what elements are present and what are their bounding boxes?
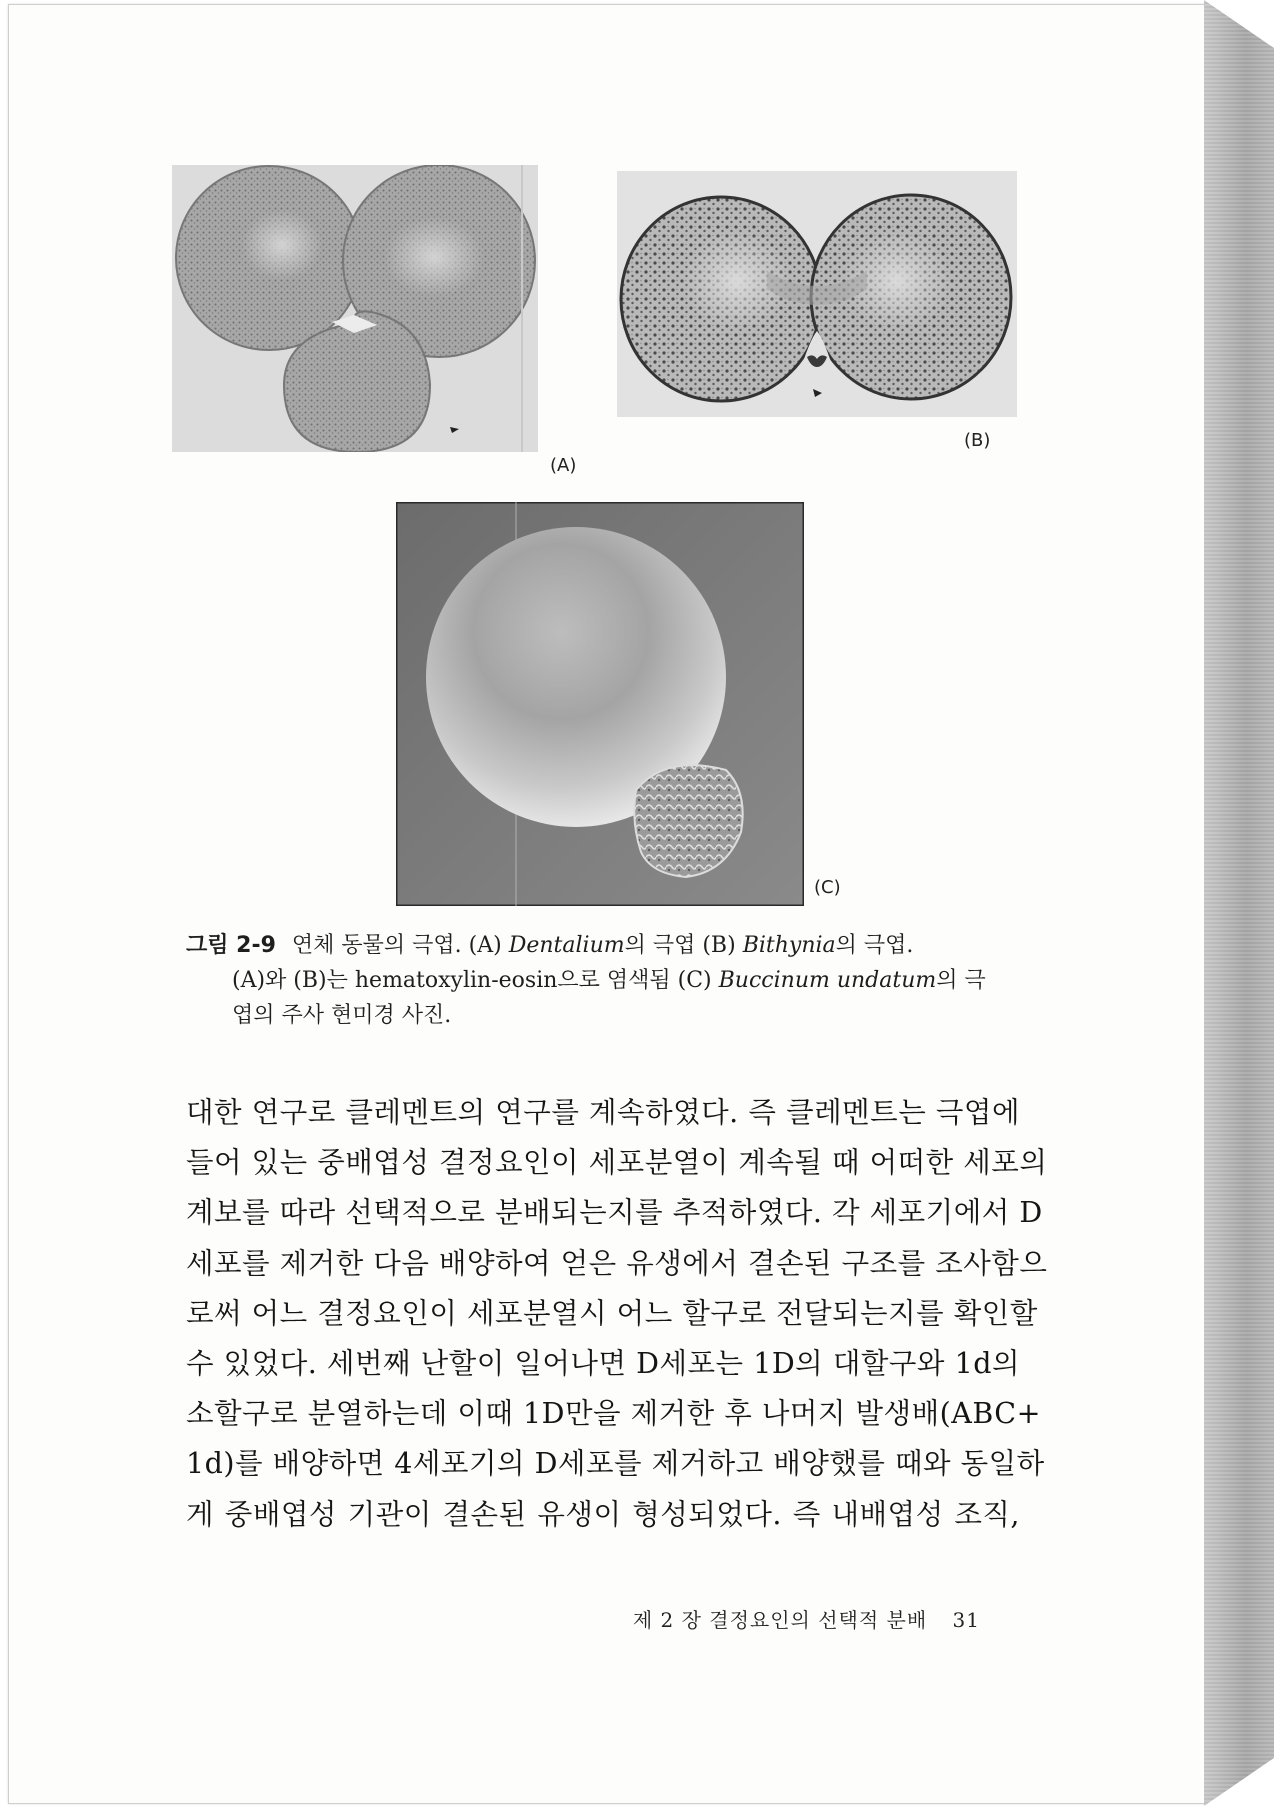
caption-line-2 xyxy=(186,963,1020,998)
body-paragraph xyxy=(186,1088,1048,1540)
caption-text: 의 극엽 (B) xyxy=(624,933,743,958)
body-line: 세포를 제거한 다음 배양하여 얻은 유생에서 결손된 구조를 조사함으 xyxy=(186,1246,1048,1280)
body-line: 계보를 따라 선택적으로 분배되는지를 추적하였다. 각 세포기에서 D xyxy=(186,1196,1043,1230)
body-line: 1d)를 배양하면 4세포기의 D세포를 제거하고 배양했를 때와 동일하 xyxy=(186,1447,1045,1481)
page-number: 31 xyxy=(952,1608,980,1632)
caption-text: (A)와 (B)는 hematoxylin-eosin으로 염색됨 (C) xyxy=(232,968,719,993)
body-line: 수 있었다. 세번째 난할이 일어나면 D세포는 1D의 대할구와 1d의 xyxy=(186,1347,1020,1381)
body-line: 들어 있는 중배엽성 결정요인이 세포분열이 계속될 때 어떠한 세포의 xyxy=(186,1146,1048,1180)
caption-text: 의 극엽. xyxy=(835,933,914,958)
caption-line-1 xyxy=(186,933,913,958)
figure-c-sem-photo xyxy=(396,502,804,906)
genus-bithynia: Bithynia xyxy=(742,933,836,958)
body-line: 게 중배엽성 기관이 결손된 유생이 형성되었다. 즉 내배엽성 조직, xyxy=(186,1497,1020,1531)
genus-dentalium: Dentalium xyxy=(508,933,625,958)
figure-caption xyxy=(186,928,1020,1033)
figure-a-label: (A) xyxy=(550,455,577,476)
figure-c-label: (C) xyxy=(814,877,841,898)
caption-text: 연체 동물의 극엽. (A) xyxy=(291,933,509,958)
body-line: 소할구로 분열하는데 이때 1D만을 제거한 후 나머지 발생배(ABC+ xyxy=(186,1397,1041,1431)
body-line: 로써 어느 결정요인이 세포분열시 어느 할구로 전달되는지를 확인할 xyxy=(186,1296,1038,1330)
figure-number: 그림 2-9 xyxy=(186,933,276,958)
page-edge xyxy=(1204,0,1274,1806)
caption-text: 의 극 xyxy=(936,968,986,993)
running-footer xyxy=(600,1604,980,1633)
figure-b-label: (B) xyxy=(964,430,991,451)
body-line: 대한 연구로 클레멘트의 연구를 계속하였다. 즉 클레멘트는 극엽에 xyxy=(186,1096,1020,1129)
figure-a-micrograph xyxy=(172,165,538,452)
chapter-title: 제 2 장 결정요인의 선택적 분배 xyxy=(632,1608,928,1632)
caption-line-3: 엽의 주사 현미경 사진. xyxy=(232,1003,452,1028)
species-buccinum: Buccinum undatum xyxy=(718,968,937,993)
figure-b-micrograph xyxy=(617,171,1017,417)
